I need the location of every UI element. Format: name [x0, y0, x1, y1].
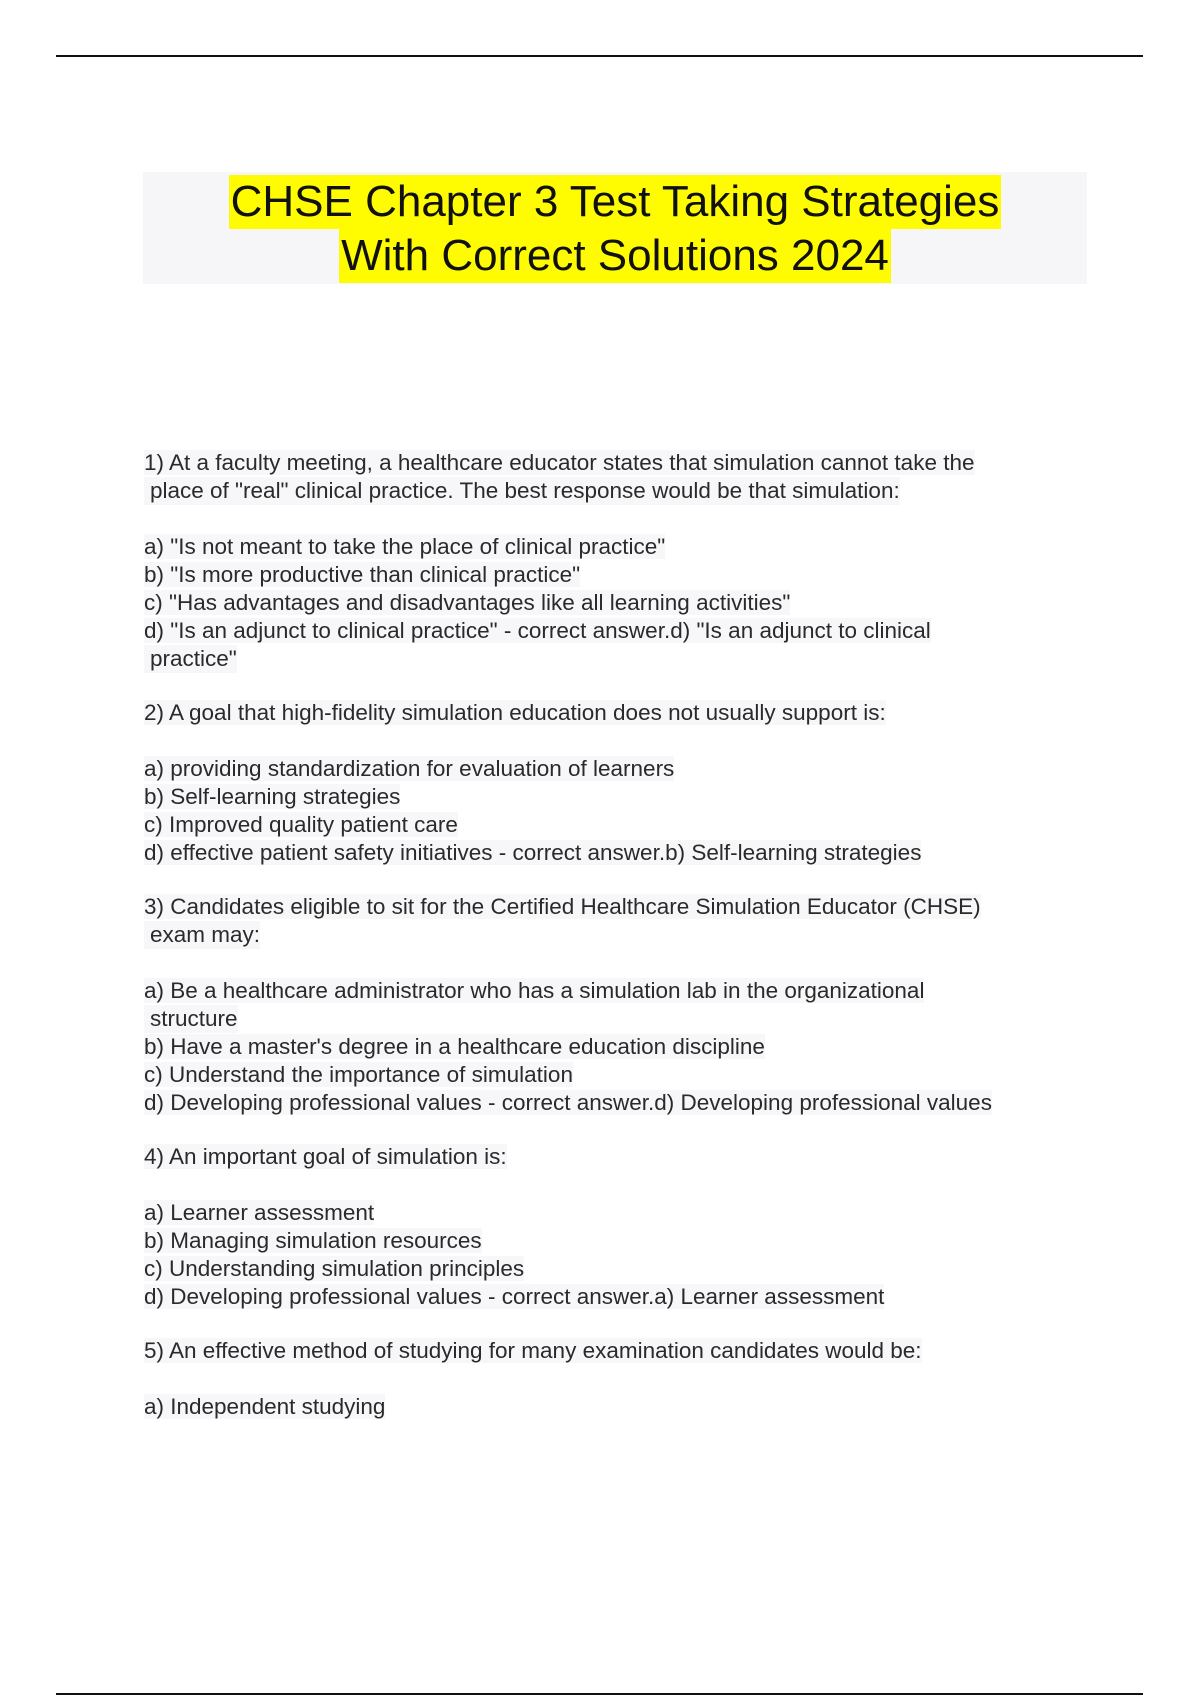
option-item: a) Learner assessment [144, 1200, 375, 1225]
title-banner [143, 172, 1087, 284]
option-item: b) Have a master's degree in a healthcare education discipline [144, 1034, 765, 1059]
option-item: b) Managing simulation resources [144, 1228, 482, 1253]
question-2 [144, 699, 1084, 867]
question-3-text-line-1: 3) Candidates eligible to sit for the Certified Healthcare Simulation Educator (CHSE) [144, 894, 981, 919]
option-item: a) "Is not meant to take the place of clinical practice" [144, 534, 666, 559]
question-1-options [144, 533, 1084, 673]
question-3 [144, 893, 1084, 1117]
question-1-text-line-2: place of "real" clinical practice. The best response would be that simulation: [144, 477, 900, 505]
top-rule [56, 55, 1143, 57]
option-item: c) Understanding simulation principles [144, 1256, 525, 1281]
option-item: c) Understand the importance of simulation [144, 1062, 573, 1087]
document-title-line-1: CHSE Chapter 3 Test Taking Strategies [229, 175, 1002, 229]
questions-content [144, 449, 1084, 1421]
option-item: d) Developing professional values - correct answer.d) Developing professional values [144, 1090, 992, 1115]
question-2-text-line-1: 2) A goal that high-fidelity simulation education does not usually support is: [144, 700, 886, 725]
question-5-options [144, 1393, 1084, 1421]
option-item: b) "Is more productive than clinical practice" [144, 562, 581, 587]
option-item-wrap: practice" [144, 645, 1084, 673]
option-item: a) Independent studying [144, 1394, 386, 1419]
option-item: d) "Is an adjunct to clinical practice" - correct answer.d) "Is an adjunct to clinical [144, 618, 931, 643]
option-item: b) Self-learning strategies [144, 784, 401, 809]
question-5 [144, 1337, 1084, 1421]
option-item: a) providing standardization for evaluation of learners [144, 756, 675, 781]
bottom-rule [56, 1693, 1143, 1695]
question-2-options [144, 755, 1084, 867]
option-item: a) Be a healthcare administrator who has a simulation lab in the organizational [144, 978, 925, 1003]
option-item: d) Developing professional values - correct answer.a) Learner assessment [144, 1284, 885, 1309]
option-item: c) Improved quality patient care [144, 812, 458, 837]
option-item-wrap: structure [144, 1005, 1084, 1033]
question-4-text-line-1: 4) An important goal of simulation is: [144, 1144, 507, 1169]
document-title-line-2: With Correct Solutions 2024 [339, 229, 891, 283]
option-item: d) effective patient safety initiatives - correct answer.b) Self-learning strategies [144, 840, 922, 865]
question-3-text-line-2: exam may: [144, 921, 260, 949]
question-4 [144, 1143, 1084, 1311]
question-4-options [144, 1199, 1084, 1311]
option-item: c) "Has advantages and disadvantages like all learning activities" [144, 590, 791, 615]
question-1 [144, 449, 1084, 673]
question-1-text-line-1: 1) At a faculty meeting, a healthcare educator states that simulation cannot take the [144, 450, 975, 475]
question-5-text-line-1: 5) An effective method of studying for many examination candidates would be: [144, 1338, 922, 1363]
question-3-options [144, 977, 1084, 1117]
